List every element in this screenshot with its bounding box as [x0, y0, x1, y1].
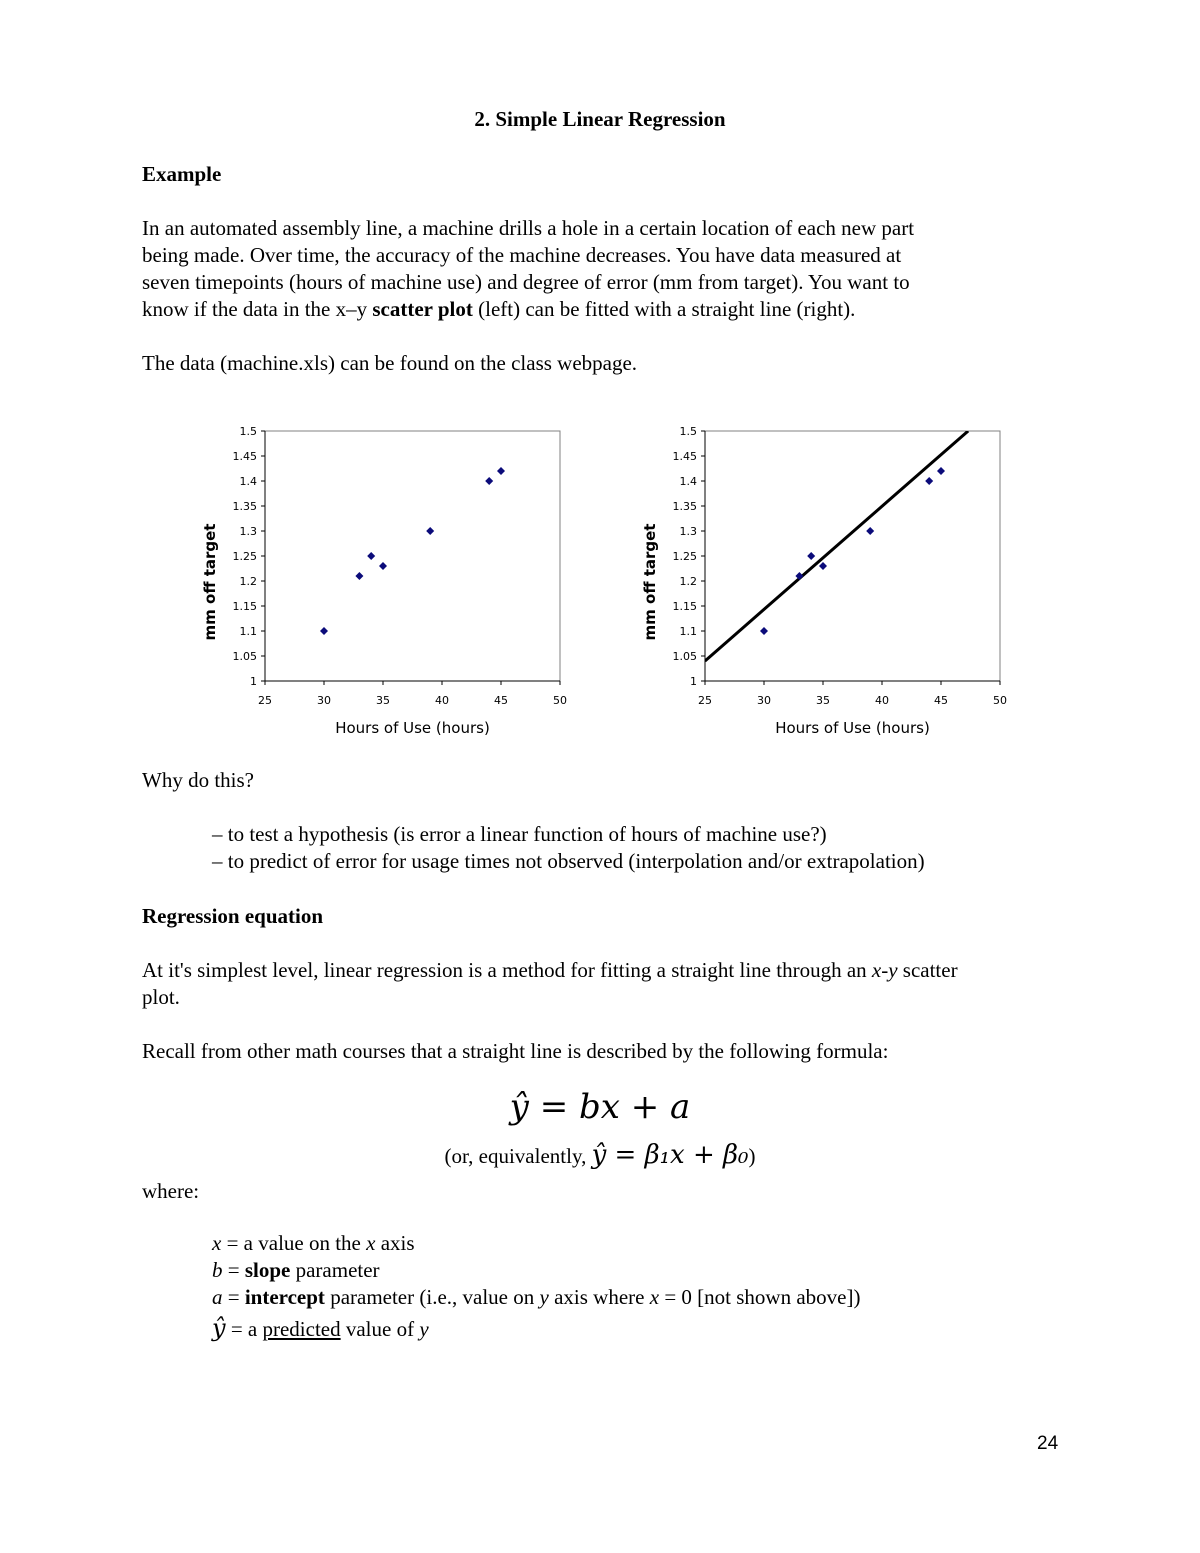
- x-tick-label: 50: [993, 694, 1007, 707]
- def-x-rest: axis: [375, 1231, 415, 1255]
- y-tick-label: 1.1: [239, 625, 257, 638]
- y-tick-label: 1.2: [679, 575, 697, 588]
- y-tick-label: 1.1: [679, 625, 697, 638]
- xy-term: x-y: [871, 958, 898, 982]
- def-b: [212, 1258, 380, 1283]
- data-point: [355, 572, 363, 580]
- y-tick-label: 1.25: [672, 550, 697, 563]
- y-tick-label: 1.45: [672, 450, 697, 463]
- data-point: [426, 527, 434, 535]
- def-yhat: [212, 1314, 429, 1342]
- y-tick-label: 1.15: [672, 600, 697, 613]
- x-tick-label: 35: [376, 694, 390, 707]
- y-tick-label: 1.25: [232, 550, 257, 563]
- def-a-rest: parameter (i.e., value on: [324, 1285, 540, 1309]
- data-point: [937, 467, 945, 475]
- regression-para-1-pre: At it's simplest level, linear regression is a method for fitting a straight line through an: [142, 958, 872, 982]
- equivalent-equation: [0, 1140, 1200, 1170]
- regression-equation: [0, 1087, 1200, 1127]
- where-label: where:: [142, 1179, 200, 1203]
- data-point: [795, 572, 803, 580]
- def-a-rest3: = 0 [not shown above]): [659, 1285, 861, 1309]
- data-point: [379, 562, 387, 570]
- intro-line-1: In an automated assembly line, a machine drills a hole in a certain location of each new part: [142, 216, 915, 240]
- x-tick-label: 45: [494, 694, 508, 707]
- y-tick-label: 1.3: [679, 525, 697, 538]
- data-point: [807, 552, 815, 560]
- intro-line-3: seven timepoints (hours of machine use) and degree of error (mm from target). You want to: [142, 270, 910, 294]
- data-point: [320, 627, 328, 635]
- x-axis-label: Hours of Use (hours): [335, 719, 490, 737]
- def-x-symbol: x: [212, 1231, 222, 1255]
- def-a-symbol: a: [212, 1285, 223, 1309]
- regression-para-1-post: scatter: [897, 958, 958, 982]
- why-bullet-1: – to test a hypothesis (is error a linear function of hours of machine use?): [212, 822, 827, 846]
- why-bullet-2: – to predict of error for usage times not observed (interpolation and/or extrapolation): [212, 849, 925, 873]
- page-number: 24: [1037, 1433, 1059, 1454]
- data-note: The data (machine.xls) can be found on the class webpage.: [142, 351, 638, 375]
- why-question: Why do this?: [142, 768, 254, 792]
- data-point: [367, 552, 375, 560]
- def-a-eq: =: [222, 1285, 245, 1309]
- data-point: [866, 527, 874, 535]
- y-tick-label: 1: [250, 675, 257, 688]
- intro-line-2: being made. Over time, the accuracy of the machine decreases. You have data measured at: [142, 243, 902, 267]
- page-title: 2. Simple Linear Regression: [474, 107, 726, 131]
- scatter-plot-term: scatter plot: [372, 297, 473, 321]
- y-tick-label: 1.5: [239, 425, 257, 438]
- def-a-rest2: axis where: [548, 1285, 650, 1309]
- data-point: [497, 467, 505, 475]
- def-yhat-rest: value of: [340, 1317, 420, 1341]
- data-point: [819, 562, 827, 570]
- def-x: [212, 1231, 415, 1256]
- regression-line: [705, 431, 968, 661]
- regression-para-1: [142, 957, 958, 984]
- y-tick-label: 1.5: [679, 425, 697, 438]
- scatter-chart-right: [635, 415, 1015, 745]
- def-a-x-var: x: [649, 1285, 660, 1309]
- equiv-pre: (or, equivalently,: [444, 1144, 592, 1168]
- def-x-axis-var: x: [366, 1231, 376, 1255]
- x-tick-label: 25: [258, 694, 272, 707]
- def-x-eq: = a value on the: [221, 1231, 367, 1255]
- intro-line-4: [142, 296, 855, 323]
- regression-heading: Regression equation: [142, 904, 324, 928]
- def-b-symbol: b: [212, 1258, 223, 1282]
- x-tick-label: 40: [435, 694, 449, 707]
- data-point: [485, 477, 493, 485]
- eq-rhs: = bx + a: [528, 1087, 691, 1127]
- def-a-y-var: y: [539, 1285, 549, 1309]
- regression-para-1-line-2: plot.: [142, 985, 180, 1009]
- y-tick-label: 1.05: [672, 650, 697, 663]
- data-point: [925, 477, 933, 485]
- def-a-term: intercept: [244, 1285, 325, 1309]
- y-tick-label: 1.3: [239, 525, 257, 538]
- x-tick-label: 40: [875, 694, 889, 707]
- def-b-eq: =: [222, 1258, 245, 1282]
- equiv-formula: ŷ = β₁x + β₀: [591, 1140, 749, 1170]
- def-b-term: slope: [244, 1258, 291, 1282]
- y-tick-label: 1.4: [239, 475, 257, 488]
- x-tick-label: 25: [698, 694, 712, 707]
- y-tick-label: 1.2: [239, 575, 257, 588]
- plot-area: [265, 431, 560, 681]
- x-tick-label: 35: [816, 694, 830, 707]
- intro-line-4-post: (left) can be fitted with a straight line (right).: [472, 297, 856, 321]
- y-tick-label: 1.05: [232, 650, 257, 663]
- x-tick-label: 30: [757, 694, 771, 707]
- y-axis-label: mm off target: [641, 523, 659, 641]
- y-tick-label: 1.4: [679, 475, 697, 488]
- intro-line-4-pre: know if the data in the x–y: [142, 297, 373, 321]
- def-yhat-symbol: ŷ: [212, 1314, 226, 1342]
- def-yhat-term: predicted: [262, 1317, 341, 1341]
- example-heading: Example: [142, 162, 222, 186]
- def-yhat-y-var: y: [419, 1317, 429, 1341]
- eq-lhs: ŷ: [509, 1087, 529, 1127]
- def-b-rest: parameter: [290, 1258, 380, 1282]
- x-tick-label: 30: [317, 694, 331, 707]
- y-tick-label: 1.35: [232, 500, 257, 513]
- y-axis-label: mm off target: [201, 523, 219, 641]
- equiv-post: ): [748, 1144, 756, 1168]
- def-yhat-eq: = a: [225, 1317, 263, 1341]
- regression-para-2: Recall from other math courses that a straight line is described by the following formula:: [142, 1039, 889, 1063]
- y-tick-label: 1.45: [232, 450, 257, 463]
- y-tick-label: 1: [690, 675, 697, 688]
- def-a: [212, 1285, 860, 1310]
- scatter-chart-left: [195, 415, 575, 745]
- x-axis-label: Hours of Use (hours): [775, 719, 930, 737]
- y-tick-label: 1.35: [672, 500, 697, 513]
- x-tick-label: 45: [934, 694, 948, 707]
- plot-area: [705, 431, 1000, 681]
- y-tick-label: 1.15: [232, 600, 257, 613]
- data-point: [760, 627, 768, 635]
- x-tick-label: 50: [553, 694, 567, 707]
